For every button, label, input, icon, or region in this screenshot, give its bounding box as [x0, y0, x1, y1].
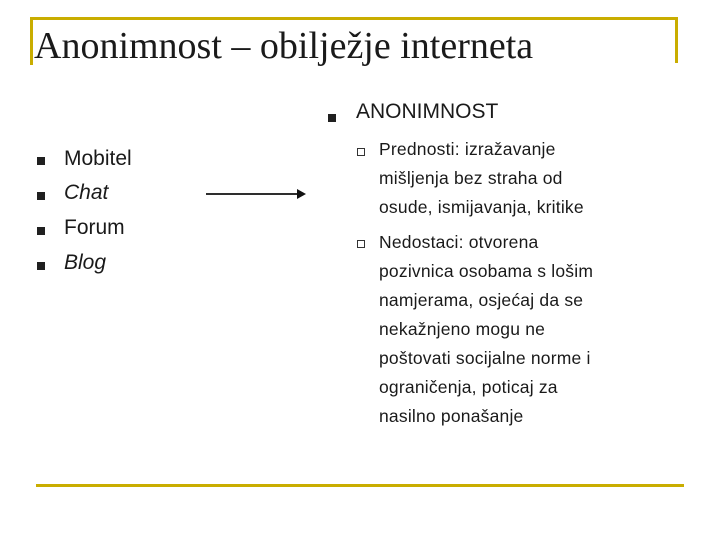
left-list-item-forum: Forum [64, 216, 125, 239]
square-bullet-icon [37, 157, 45, 165]
text-line: pozivnica osobama s lošim [379, 261, 594, 281]
text-line: ograničenja, poticaj za [379, 377, 558, 397]
frame-right-line [675, 17, 678, 63]
sub-item-nedostaci [379, 228, 659, 431]
frame-bottom-line [36, 484, 684, 487]
left-list-item-blog: Blog [64, 251, 107, 274]
square-bullet-icon [37, 227, 45, 235]
left-list-item-mobitel: Mobitel [64, 147, 132, 170]
frame-top-line [30, 17, 678, 20]
text-line: namjerama, osjećaj da se [379, 290, 584, 310]
text-line: mišljenja bez straha od [379, 168, 563, 188]
hollow-square-bullet-icon [357, 148, 365, 156]
square-bullet-icon [37, 192, 45, 200]
slide-title: Anonimnost – obilježje interneta [34, 25, 534, 67]
square-bullet-icon [328, 114, 336, 122]
left-list-item-chat: Chat [64, 181, 109, 204]
text-line: poštovati socijalne norme i [379, 348, 591, 368]
text-line: Prednosti: izražavanje [379, 139, 556, 159]
sub-item-prednosti [379, 135, 659, 222]
right-list-heading: ANONIMNOST [356, 100, 499, 123]
frame-left-line [30, 17, 33, 65]
text-line: osude, ismijavanja, kritike [379, 197, 584, 217]
hollow-square-bullet-icon [357, 240, 365, 248]
arrow-right-icon [206, 187, 306, 201]
text-line: nekažnjeno mogu ne [379, 319, 546, 339]
text-line: Nedostaci: otvorena [379, 232, 539, 252]
square-bullet-icon [37, 262, 45, 270]
text-line: nasilno ponašanje [379, 406, 524, 426]
